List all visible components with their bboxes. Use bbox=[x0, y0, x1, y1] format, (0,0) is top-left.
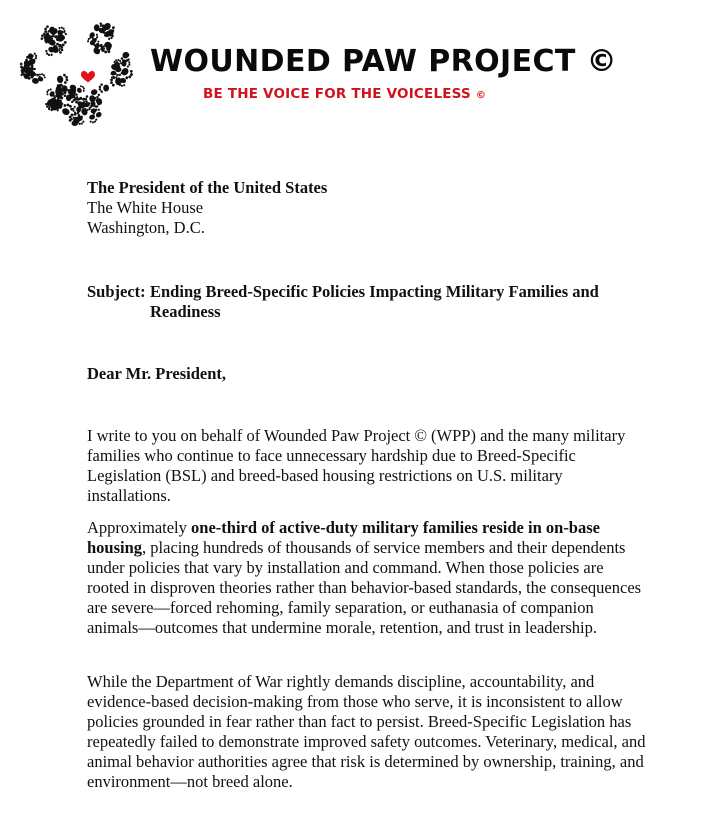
recipient-line-3: Washington, D.C. bbox=[87, 218, 205, 237]
tagline bbox=[203, 86, 486, 102]
subject-text: Ending Breed-Specific Policies Impacting Military Families and Readiness bbox=[150, 282, 599, 321]
recipient-line-1: The President of the United States bbox=[87, 178, 328, 197]
p2-highlight: one-third of active-duty military families reside in on-base housing bbox=[87, 518, 600, 557]
heart-icon bbox=[81, 71, 95, 82]
tagline-copyright: © bbox=[475, 90, 487, 101]
p2-intro: Approximately bbox=[87, 518, 192, 537]
body-paragraph-2 bbox=[87, 518, 647, 638]
paw-print-collage-icon bbox=[14, 12, 142, 132]
tagline-text: BE THE VOICE FOR THE VOICELESS bbox=[203, 86, 471, 102]
body-paragraph-1: I write to you on behalf of Wounded Paw Project © (WPP) and the many military families who continue to face unnecessary hardship due to Breed-Specific Legislation (BSL) and breed-based housing restrictions on U.S. military installations. bbox=[87, 426, 626, 505]
body-paragraph-3: While the Department of War rightly demands discipline, accountability, and evidence-based decision-making from those who serve, it is inconsistent to allow policies grounded in fear rather than fact to persist. Breed-Specific Legislation has repeatedly failed to demonstrate improved safety outcomes. Veterinary, medical, and animal behavior authorities agree that risk is determined by ownership, training, and environment—not breed alone. bbox=[87, 672, 646, 791]
org-name: WOUNDED PAW PROJECT © bbox=[150, 44, 618, 79]
subject-label: Subject: bbox=[87, 282, 146, 301]
salutation: Dear Mr. President, bbox=[87, 364, 227, 383]
p2-rest: , placing hundreds of thousands of service members and their dependents under policies that vary by installation and command. When those policies are rooted in disproven theories rather than behavior-based standards, the consequences are severe—forced rehoming, family separation, or euthanasia of companion animals—outcomes that undermine morale, retention, and trust in leadership. bbox=[87, 538, 642, 637]
recipient-address bbox=[87, 178, 647, 238]
recipient-line-2: The White House bbox=[87, 198, 204, 217]
subject-block bbox=[87, 282, 647, 322]
